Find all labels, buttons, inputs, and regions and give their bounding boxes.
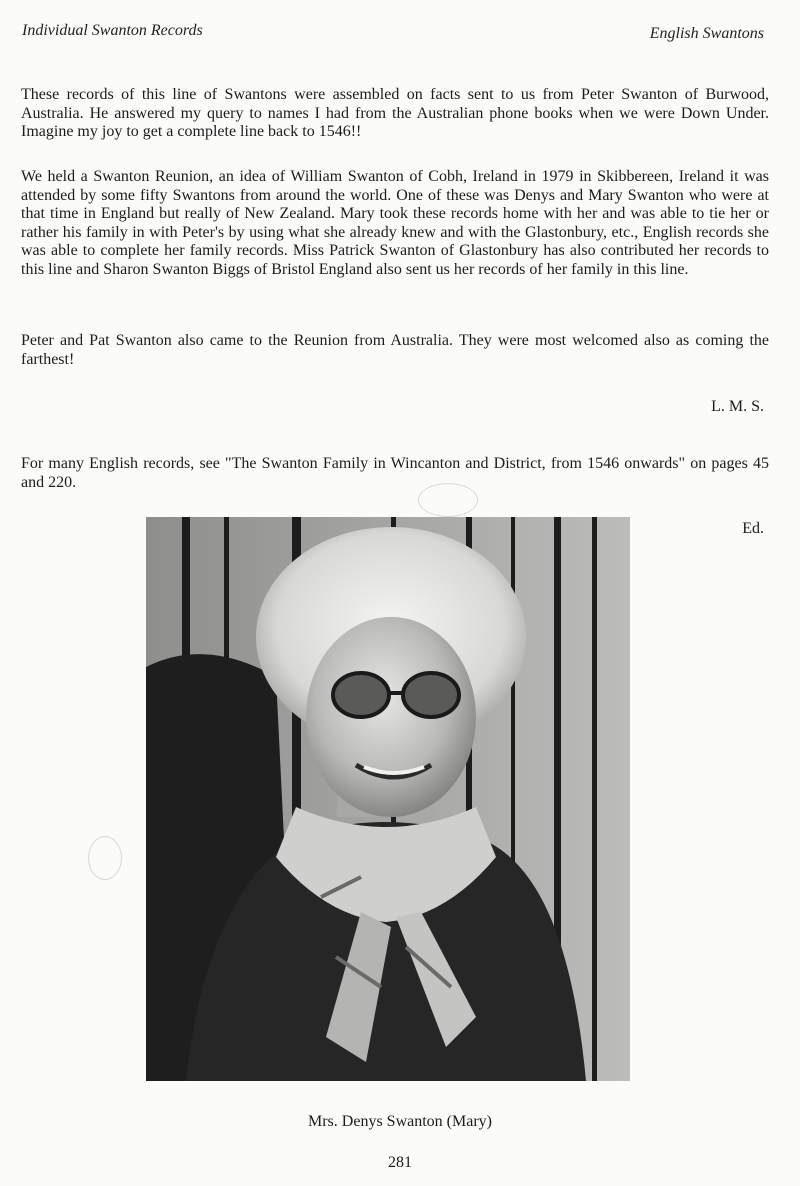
portrait-illustration <box>146 517 630 1081</box>
signature-lms: L. M. S. <box>711 398 764 415</box>
portrait-photo <box>146 517 630 1081</box>
paper-blemish <box>418 483 478 517</box>
paper-blemish <box>88 836 122 880</box>
running-header-left: Individual Swanton Records <box>22 22 203 39</box>
signature-ed: Ed. <box>742 520 764 537</box>
photo-caption: Mrs. Denys Swanton (Mary) <box>308 1113 492 1130</box>
paragraph-australia-visit: Peter and Pat Swanton also came to the Reunion from Australia. They were most welcomed also as coming the farthest! <box>21 332 769 368</box>
running-header-right: English Swantons <box>649 25 764 42</box>
paragraph-reunion: We held a Swanton Reunion, an idea of William Swanton of Cobh, Ireland in 1979 in Skibbereen, Ireland it was attended by some fifty Swantons from around the world. One of these was Denys and Mary Swanton who were at that time in England but really of New Zealand. Mary took these records home with her and was able to tie her or rather his family in with Peter's by using what she already knew and with the Glastonbury, etc., English records she was able to complete her family records. Miss Patrick Swanton of Glastonbury has also contributed her records to this line and Sharon Swanton Biggs of Bristol England also sent us her records of her family in this line. <box>21 168 769 278</box>
paragraph-english-records-reference: For many English records, see "The Swanton Family in Wincanton and District, from 1546 onwards" on pages 45 and 220. <box>21 455 769 491</box>
paragraph-records-origin: These records of this line of Swantons were assembled on facts sent to us from Peter Swanton of Burwood, Australia. He answered my query to names I had from the Australian phone books when we were Down Under. Imagine my joy to get a complete line back to 1546!! <box>21 86 769 140</box>
page-number: 281 <box>388 1154 412 1171</box>
